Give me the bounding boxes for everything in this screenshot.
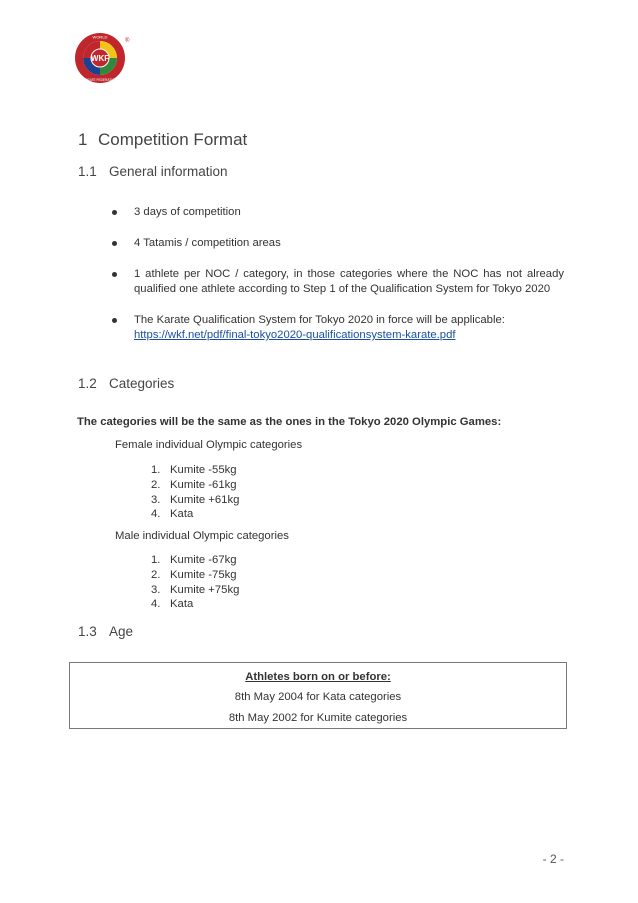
list-item: 4 Tatamis / competition areas [112, 236, 564, 251]
list-item: 1. Kumite -67kg [151, 554, 237, 566]
section-categories [78, 376, 174, 391]
age-kumite-line: 8th May 2002 for Kumite categories [228, 712, 408, 724]
section-title: Age [109, 624, 134, 639]
logo-center-text: WKF [90, 54, 110, 63]
list-item: The Karate Qualification System for Tokyo 2020 in force will be applicable: https://wkf.net/pdf/final-tokyo2020-qualificationsystem-karate.pdf [112, 313, 564, 343]
list-item: 4. Kata [151, 598, 194, 611]
section-number: 1.3 [78, 624, 97, 639]
section-age [78, 624, 133, 639]
list-item: 2. Kumite -61kg [151, 478, 237, 491]
section-general-information [78, 164, 228, 179]
logo-ring-bottom: KARATE FEDERATION [83, 78, 117, 82]
male-categories-list [151, 553, 239, 612]
female-categories-heading: Female individual Olympic categories [115, 439, 303, 451]
list-item: 1. Kumite -55kg [151, 464, 237, 476]
logo-registered-mark: ® [125, 38, 130, 44]
wkf-logo [74, 32, 126, 84]
list-item: 3. Kumite +75kg [151, 583, 240, 596]
heading-title: Competition Format [98, 130, 248, 149]
heading-number: 1 [78, 130, 88, 149]
age-kata-line: 8th May 2004 for Kata categories [234, 691, 402, 703]
bullet-icon [112, 272, 117, 277]
bullet-icon [112, 318, 117, 323]
qualification-system-link[interactable]: https://wkf.net/pdf/final-tokyo2020-qualificationsystem-karate.pdf [134, 329, 456, 341]
logo-ring-top: WORLD [92, 34, 108, 40]
list-item: 2. Kumite -75kg [151, 568, 237, 581]
list-item: 3 days of competition [112, 205, 564, 220]
list-item: 1 athlete per NOC / category, in those categories where the NOC has not already qualified one athlete according to Step 1 of the Qualification System for Tokyo 2020 [112, 267, 564, 297]
female-categories-list [151, 463, 239, 522]
page-number: - 2 - [542, 852, 564, 866]
list-item: 3. Kumite +61kg [151, 493, 240, 506]
section-number: 1.1 [78, 164, 97, 179]
section-number: 1.2 [78, 376, 97, 391]
section-title: General information [109, 164, 228, 179]
general-info-list [112, 205, 564, 343]
list-item: 4. Kata [151, 508, 194, 521]
bullet-icon [112, 241, 117, 246]
heading-competition-format [78, 130, 247, 150]
male-categories-heading: Male individual Olympic categories [115, 530, 289, 542]
age-requirements-box [69, 662, 567, 729]
age-box-title: Athletes born on or before: [245, 671, 391, 683]
categories-lead: The categories will be the same as the ones in the Tokyo 2020 Olympic Games: [77, 416, 502, 428]
section-title: Categories [109, 376, 175, 391]
bullet-icon [112, 210, 117, 215]
